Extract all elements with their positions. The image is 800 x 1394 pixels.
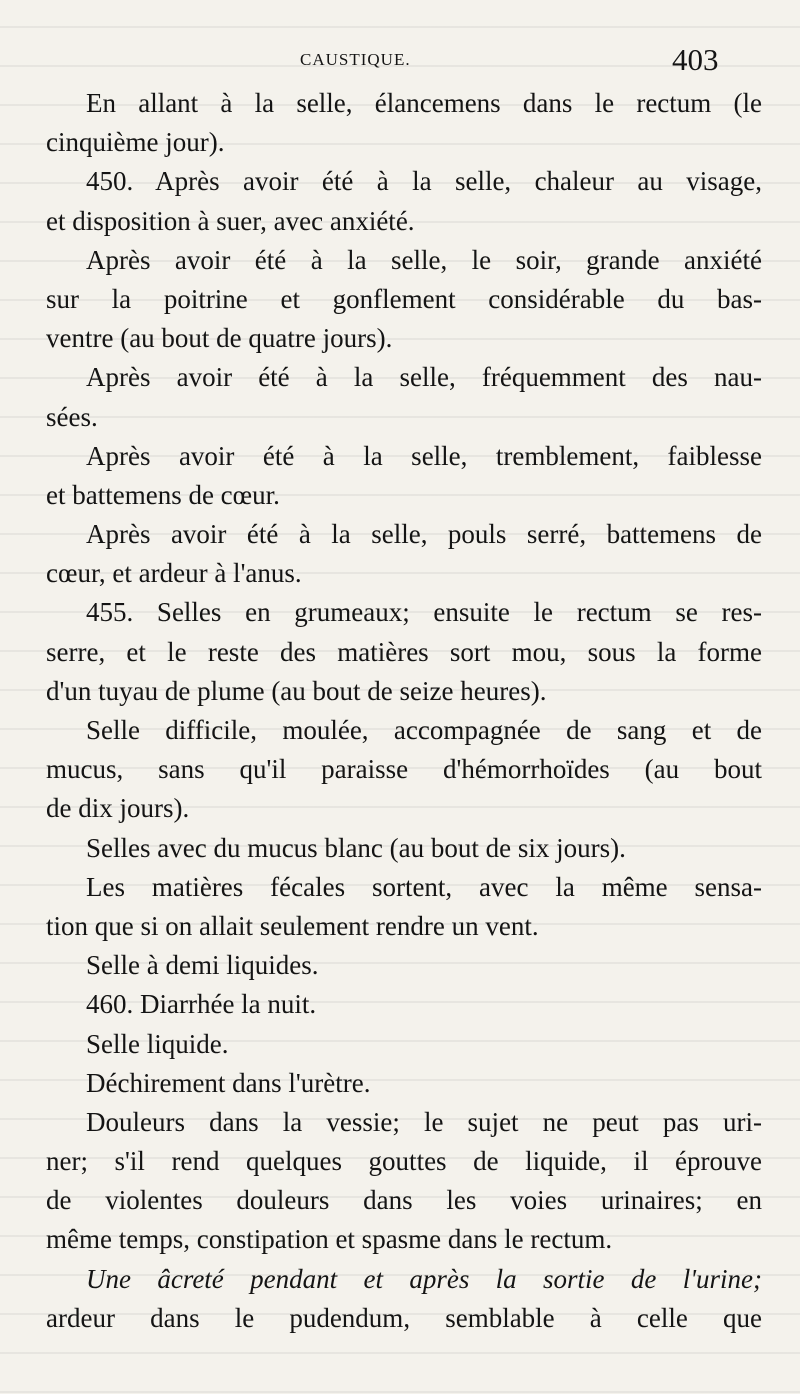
page-number: 403 [672,42,719,77]
text-line: serre, et le reste des matières sort mou, sous la forme [46,636,762,667]
text-line: 460. Diarrhée la nuit. [86,989,317,1020]
text-line: d'un tuyau de plume (au bout de seize heures). [46,675,547,706]
text-line: mucus, sans qu'il paraisse d'hémorrhoïdes (au bout [46,754,762,785]
text-line: Selle à demi liquides. [86,950,319,981]
body-text [46,84,762,1338]
text-line: sées. [46,401,98,432]
text-line: 455. Selles en grumeaux; ensuite le rectum se res- [86,597,762,628]
text-line: de violentes douleurs dans les voies urinaires; en [46,1185,762,1216]
text-line: et battemens de cœur. [46,479,280,510]
text-line: Une âcreté pendant et après la sortie de l'urine; [86,1263,762,1294]
text-line: et disposition à suer, avec anxiété. [46,205,415,236]
text-line: Douleurs dans la vessie; le sujet ne peut pas uri- [86,1106,762,1137]
text-line: cœur, et ardeur à l'anus. [46,558,302,589]
text-line: ardeur dans le pudendum, semblable à celle que [46,1302,762,1333]
text-line: Après avoir été à la selle, fréquemment des nau- [86,362,762,393]
text-line: ner; s'il rend quelques gouttes de liquide, il éprouve [46,1146,762,1177]
text-line: ventre (au bout de quatre jours). [46,323,393,354]
text-line: Selle liquide. [86,1028,229,1059]
text-line: Après avoir été à la selle, tremblement, faiblesse [86,440,762,471]
text-line: tion que si on allait seulement rendre un vent. [46,910,539,941]
text-line: Selles avec du mucus blanc (au bout de six jours). [86,832,626,863]
text-line: sur la poitrine et gonflement considérable du bas- [46,283,762,314]
text-line: Après avoir été à la selle, pouls serré, battemens de [86,519,762,550]
page-header [0,42,800,80]
text-line: même temps, constipation et spasme dans le rectum. [46,1224,613,1255]
text-line: Après avoir été à la selle, le soir, grande anxiété [86,244,762,275]
text-line: Selle difficile, moulée, accompagnée de sang et de [86,715,762,745]
text-line: En allant à la selle, élancemens dans le rectum (le [86,88,762,118]
text-line: cinquième jour). [46,127,225,158]
text-line: Déchirement dans l'urètre. [86,1067,371,1098]
text-line: de dix jours). [46,793,190,824]
running-head: CAUSTIQUE. [300,50,411,69]
text-line: Les matières fécales sortent, avec la même sensa- [86,871,762,902]
text-line: 450. Après avoir été à la selle, chaleur au visage, [86,166,762,197]
